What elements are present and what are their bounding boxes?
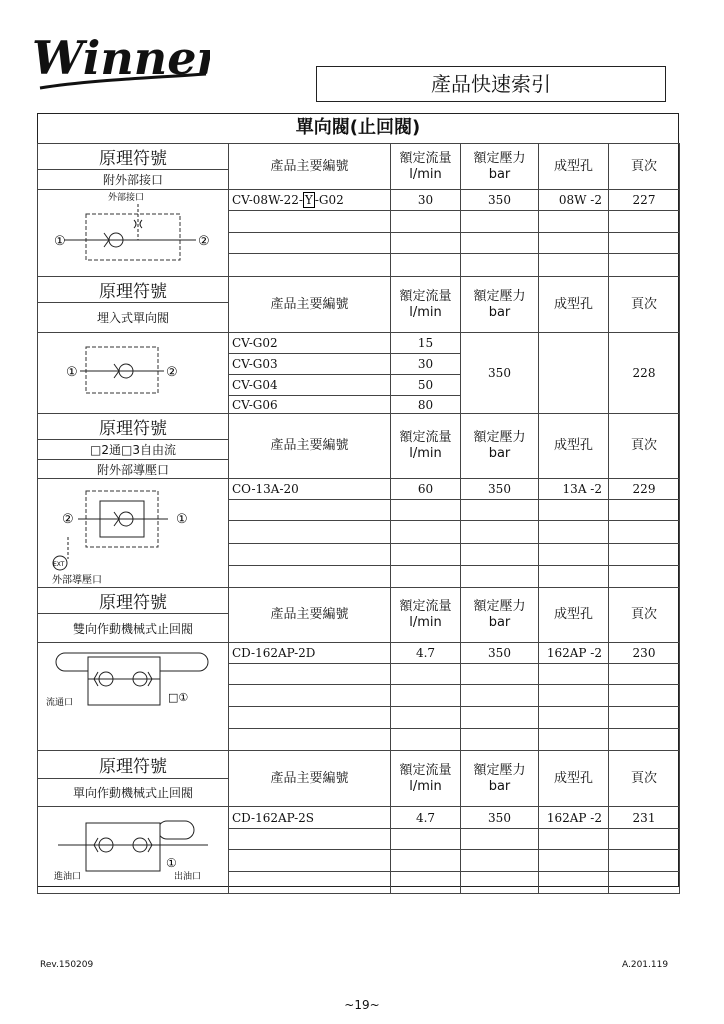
section-heading: 單向閥(止回閥): [37, 113, 679, 144]
svg-text:①: ①: [66, 365, 78, 380]
group4-symbol-diagram: [38, 643, 229, 751]
group2-symbol-diagram: [38, 333, 229, 414]
port-1-label: ①: [54, 234, 66, 249]
group1-subtitle: 附外部接口: [38, 170, 229, 190]
group2-subtitle: 埋入式單向閥: [38, 303, 229, 333]
group5-header-row: 原理符號 產品主要編號 額定流量 l/min 額定壓力 bar 成型孔 頁次: [38, 751, 680, 779]
group1-symbol-diagram: [38, 190, 229, 277]
table-row: CV-G03 30: [38, 354, 680, 375]
table-row: CV-G06 80: [38, 396, 680, 414]
logo-text: Winner: [32, 31, 210, 85]
product-index-table: 原理符號 產品主要編號 額定流量 l/min 額定壓力 bar 成型孔 頁次 附外部接口 外部接口 ① ② CV-08W-22- Y -G02 30 350 08W -2 227 原理符號 產品主要編號 額定流量 l/min 額定壓力 bar 成型孔 頁次 埋入式單向閥 ① ② CV-G02 15 350 228 CV-G03 30 CV-G04 50 CV-G06 80 原理符號 產品主要編號 額定流量 l/min 額定壓力 bar 成型孔 頁次 □2通□3自由流 附外部導壓口 ② ① EXT 外部導壓口 CO-13A-20 60 350 13A -2 229 原理符號 產品主要編號 額定流量 l/min 額定壓力 bar 成型孔 頁次 雙向作動機械式止回閥 流通口 □① CD-162AP-2D 4.7 350 162AP -2 230 原理符號 產品主要編號 額定流量 l/min 額定壓力 bar 成型孔 頁次 單向作動機械式止回閥 ① 進油口 出油口 CD-162AP-2S 4.7 350 162AP -2 231: [37, 143, 680, 894]
table-row: ① 進油口 出油口 CD-162AP-2S 4.7 350 162AP -2 231: [38, 807, 680, 829]
table-row: 外部接口 ① ② CV-08W-22- Y -G02 30 350 08W -2 227: [38, 190, 680, 211]
svg-text:流通口: 流通口: [46, 698, 74, 708]
group5-symbol-diagram: [38, 807, 229, 894]
svg-text:②: ②: [62, 512, 74, 527]
group2-header-row: 原理符號 產品主要編號 額定流量 l/min 額定壓力 bar 成型孔 頁次: [38, 277, 680, 303]
table-row: CV-G04 50: [38, 375, 680, 396]
document-code: A.201.119: [622, 960, 669, 970]
winner-logo: [30, 22, 210, 98]
group4-header-row: 原理符號 產品主要編號 額定流量 l/min 額定壓力 bar 成型孔 頁次: [38, 588, 680, 614]
symbol-title: 原理符號: [38, 144, 229, 170]
svg-text:進油口: 進油口: [54, 872, 82, 882]
revision-label: Rev.150209: [40, 960, 94, 970]
table-row: ① ② CV-G02 15 350 228: [38, 333, 680, 354]
model-header: 產品主要編號: [229, 144, 391, 190]
svg-text:外部導壓口: 外部導壓口: [52, 575, 102, 586]
svg-text:出油口: 出油口: [174, 872, 202, 882]
table-row: 流通口 □① CD-162AP-2D 4.7 350 162AP -2 230: [38, 643, 680, 664]
external-port-label: 外部接口: [108, 193, 145, 203]
port-2-label: ②: [198, 234, 210, 249]
table-row: ② ① EXT 外部導壓口 CO-13A-20 60 350 13A -2 229: [38, 479, 680, 500]
port-header: 成型孔: [539, 144, 609, 190]
svg-text:EXT: EXT: [53, 561, 65, 568]
flow-header: 額定流量 l/min: [391, 144, 461, 190]
pressure-header: 額定壓力 bar: [461, 144, 539, 190]
svg-text:②: ②: [166, 365, 178, 380]
svg-text:□①: □①: [168, 691, 189, 704]
page-number: ~19~: [344, 998, 380, 1012]
page-header: 頁次: [609, 144, 680, 190]
group3-symbol-diagram: [38, 479, 229, 588]
svg-text:①: ①: [176, 512, 188, 527]
group3-header-row: 原理符號 產品主要編號 額定流量 l/min 額定壓力 bar 成型孔 頁次: [38, 414, 680, 440]
page-title: 產品快速索引: [316, 66, 666, 102]
svg-text:①: ①: [166, 856, 177, 870]
group1-header-row: [38, 144, 680, 170]
